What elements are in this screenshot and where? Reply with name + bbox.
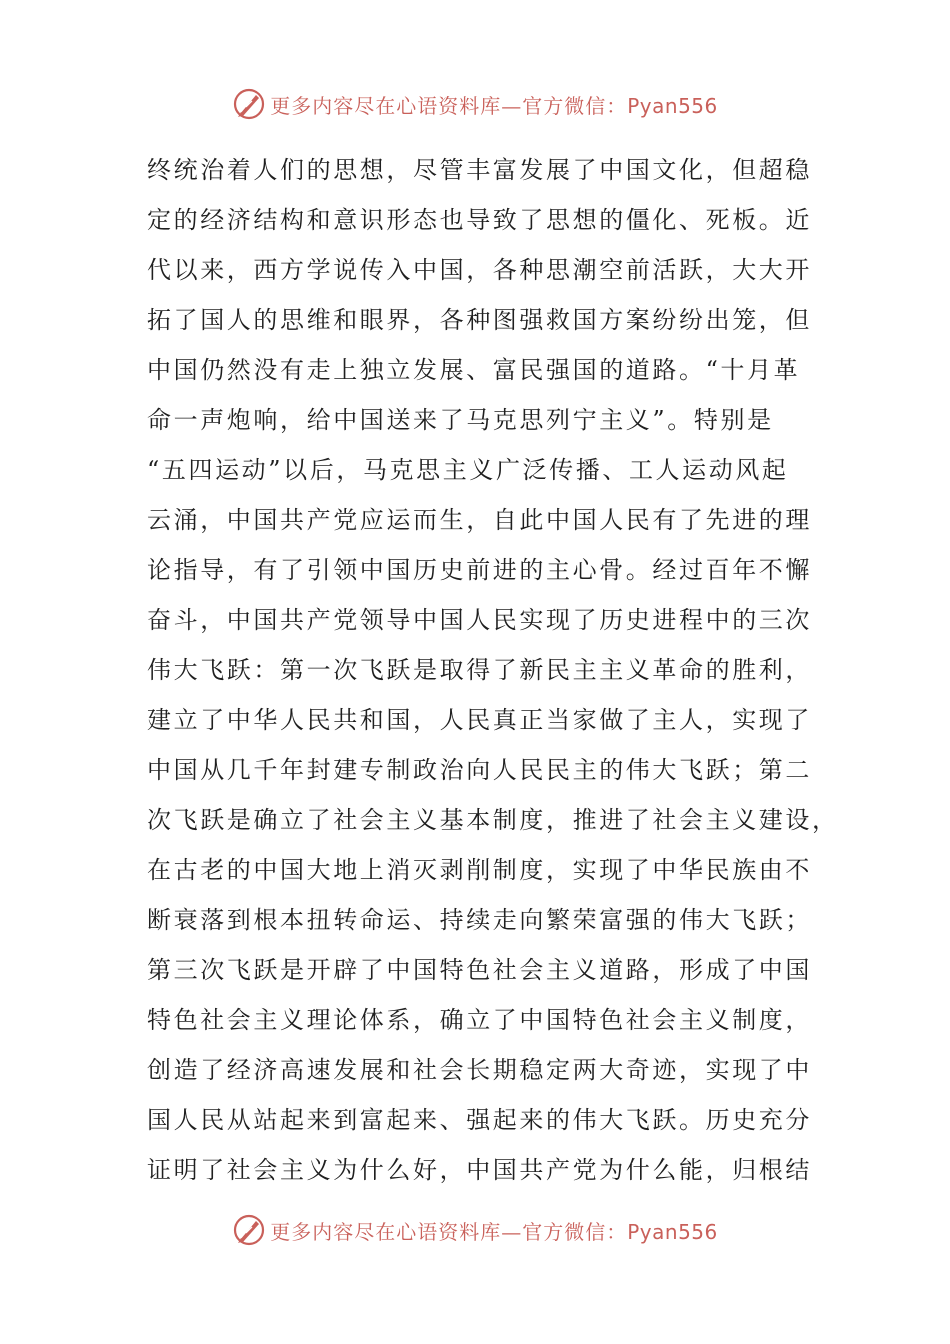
text-line: 论指导，有了引领中国历史前进的主心骨。经过百年不懈 [147, 556, 812, 584]
text-line: 证明了社会主义为什么好，中国共产党为什么能，归根结 [147, 1156, 812, 1184]
text-line: 第三次飞跃是开辟了中国特色社会主义道路，形成了中国 [147, 956, 812, 984]
text-line: 云涌，中国共产党应运而生，自此中国人民有了先进的理 [147, 506, 812, 534]
text-line: 奋斗，中国共产党领导中国人民实现了历史进程中的三次 [147, 606, 812, 634]
text-line: “五四运动”以后，马克思主义广泛传播、工人运动风起 [147, 456, 789, 484]
text-line: 代以来，西方学说传入中国，各种思潮空前活跃，大大开 [147, 256, 812, 284]
text-line: 在古老的中国大地上消灭剥削制度，实现了中华民族由不 [147, 856, 812, 884]
text-line: 伟大飞跃：第一次飞跃是取得了新民主主义革命的胜利， [147, 656, 812, 684]
text-line: 建立了中华人民共和国，人民真正当家做了主人，实现了 [147, 706, 812, 734]
watermark-account: Pyan556 [627, 1219, 718, 1244]
watermark-prefix: 更多内容尽在心语资料库—官方微信： [270, 1219, 628, 1244]
text-line: 中国从几千年封建专制政治向人民民主的伟大飞跃；第二 [147, 756, 812, 784]
text-line: 拓了国人的思维和眼界，各种图强救国方案纷纷出笼，但 [147, 306, 812, 334]
pen-nib-logo-icon [232, 87, 266, 121]
watermark-prefix: 更多内容尽在心语资料库—官方微信： [270, 93, 628, 118]
watermark-text [270, 1216, 718, 1245]
pen-nib-logo-icon [232, 1213, 266, 1247]
text-line: 国人民从站起来到富起来、强起来的伟大飞跃。历史充分 [147, 1106, 812, 1134]
text-line: 终统治着人们的思想，尽管丰富发展了中国文化，但超稳 [147, 156, 812, 184]
text-line: 创造了经济高速发展和社会长期稳定两大奇迹，实现了中 [147, 1056, 812, 1084]
text-line: 断衰落到根本扭转命运、持续走向繁荣富强的伟大飞跃； [147, 906, 812, 934]
watermark-account: Pyan556 [627, 93, 718, 118]
watermark-text [270, 90, 718, 119]
footer-watermark [0, 1210, 950, 1250]
text-line: 特色社会主义理论体系，确立了中国特色社会主义制度， [147, 1006, 812, 1034]
document-body [147, 145, 839, 1195]
header-watermark [0, 84, 950, 124]
text-line: 命一声炮响，给中国送来了马克思列宁主义”。特别是 [147, 406, 774, 434]
text-line: 次飞跃是确立了社会主义基本制度，推进了社会主义建设， [147, 806, 839, 834]
text-line: 中国仍然没有走上独立发展、富民强国的道路。“十月革 [147, 356, 801, 384]
text-line: 定的经济结构和意识形态也导致了思想的僵化、死板。近 [147, 206, 812, 234]
